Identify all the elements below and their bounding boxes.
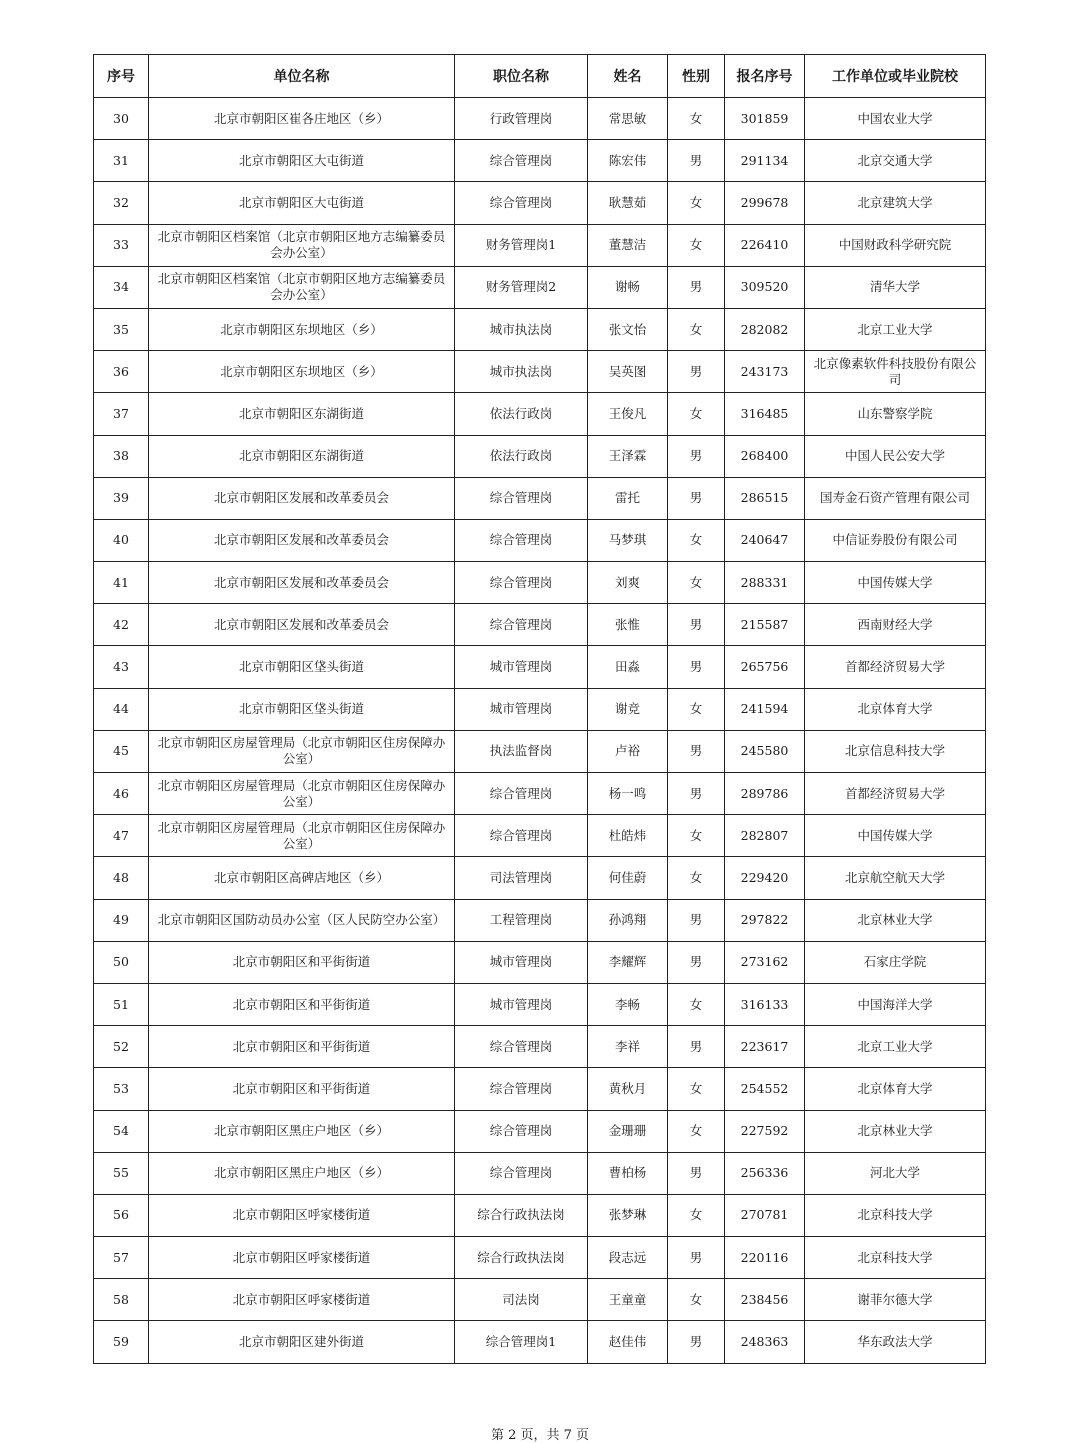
cell-gender: 女 (668, 983, 725, 1025)
cell-name: 李祥 (588, 1026, 668, 1068)
cell-position: 综合管理岗 (455, 1026, 588, 1068)
table-row (94, 266, 986, 308)
cell-name: 耿慧茹 (588, 182, 668, 224)
cell-position: 综合管理岗 (455, 140, 588, 182)
cell-name: 谢畅 (588, 266, 668, 308)
cell-reg-no: 243173 (725, 351, 805, 393)
cell-gender: 女 (668, 182, 725, 224)
cell-name: 常思敏 (588, 98, 668, 140)
table-row (94, 730, 986, 772)
table-row (94, 393, 986, 435)
cell-seq: 35 (94, 308, 149, 350)
cell-seq: 53 (94, 1068, 149, 1110)
cell-unit: 北京市朝阳区发展和改革委员会 (149, 477, 455, 519)
cell-reg-no: 248363 (725, 1321, 805, 1363)
cell-school: 北京体育大学 (805, 688, 986, 730)
cell-gender: 女 (668, 308, 725, 350)
cell-name: 张文怡 (588, 308, 668, 350)
cell-unit: 北京市朝阳区垡头街道 (149, 646, 455, 688)
cell-unit: 北京市朝阳区崔各庄地区（乡） (149, 98, 455, 140)
cell-name: 段志远 (588, 1237, 668, 1279)
cell-position: 综合管理岗 (455, 815, 588, 857)
cell-reg-no: 270781 (725, 1194, 805, 1236)
table-row (94, 983, 986, 1025)
cell-name: 马梦琪 (588, 519, 668, 561)
cell-seq: 42 (94, 604, 149, 646)
cell-seq: 39 (94, 477, 149, 519)
cell-seq: 30 (94, 98, 149, 140)
table-row (94, 1279, 986, 1321)
cell-position: 城市管理岗 (455, 983, 588, 1025)
cell-gender: 男 (668, 899, 725, 941)
cell-unit: 北京市朝阳区呼家楼街道 (149, 1237, 455, 1279)
cell-position: 城市执法岗 (455, 351, 588, 393)
cell-seq: 33 (94, 224, 149, 266)
header-unit: 单位名称 (149, 55, 455, 98)
cell-seq: 36 (94, 351, 149, 393)
cell-reg-no: 291134 (725, 140, 805, 182)
cell-gender: 男 (668, 730, 725, 772)
cell-school: 河北大学 (805, 1152, 986, 1194)
cell-gender: 女 (668, 393, 725, 435)
cell-school: 中国传媒大学 (805, 815, 986, 857)
cell-school: 北京林业大学 (805, 899, 986, 941)
cell-name: 王泽霖 (588, 435, 668, 477)
cell-position: 综合管理岗 (455, 1110, 588, 1152)
cell-unit: 北京市朝阳区东湖街道 (149, 435, 455, 477)
cell-reg-no: 265756 (725, 646, 805, 688)
cell-school: 中国财政科学研究院 (805, 224, 986, 266)
cell-unit: 北京市朝阳区档案馆（北京市朝阳区地方志编纂委员会办公室） (149, 266, 455, 308)
cell-school: 北京工业大学 (805, 308, 986, 350)
cell-name: 李畅 (588, 983, 668, 1025)
cell-reg-no: 254552 (725, 1068, 805, 1110)
cell-school: 中国人民公安大学 (805, 435, 986, 477)
cell-seq: 32 (94, 182, 149, 224)
cell-name: 杜皓炜 (588, 815, 668, 857)
cell-school: 中国海洋大学 (805, 983, 986, 1025)
cell-school: 西南财经大学 (805, 604, 986, 646)
cell-reg-no: 282807 (725, 815, 805, 857)
cell-unit: 北京市朝阳区高碑店地区（乡） (149, 857, 455, 899)
cell-gender: 男 (668, 1237, 725, 1279)
cell-reg-no: 238456 (725, 1279, 805, 1321)
table-row (94, 140, 986, 182)
cell-unit: 北京市朝阳区大屯街道 (149, 182, 455, 224)
cell-school: 中国农业大学 (805, 98, 986, 140)
cell-gender: 女 (668, 815, 725, 857)
cell-unit: 北京市朝阳区垡头街道 (149, 688, 455, 730)
cell-position: 综合管理岗 (455, 182, 588, 224)
cell-seq: 47 (94, 815, 149, 857)
cell-gender: 女 (668, 1110, 725, 1152)
cell-gender: 男 (668, 140, 725, 182)
table-row (94, 1026, 986, 1068)
cell-position: 综合管理岗 (455, 1152, 588, 1194)
table-row (94, 815, 986, 857)
table-row (94, 182, 986, 224)
cell-unit: 北京市朝阳区东坝地区（乡） (149, 351, 455, 393)
cell-gender: 女 (668, 519, 725, 561)
table-row (94, 941, 986, 983)
cell-reg-no: 268400 (725, 435, 805, 477)
cell-school: 北京林业大学 (805, 1110, 986, 1152)
cell-reg-no: 215587 (725, 604, 805, 646)
cell-reg-no: 256336 (725, 1152, 805, 1194)
cell-position: 综合管理岗1 (455, 1321, 588, 1363)
cell-gender: 男 (668, 477, 725, 519)
cell-gender: 男 (668, 1026, 725, 1068)
table-row (94, 1237, 986, 1279)
table-row (94, 899, 986, 941)
cell-school: 首都经济贸易大学 (805, 646, 986, 688)
cell-unit: 北京市朝阳区发展和改革委员会 (149, 604, 455, 646)
table-row (94, 562, 986, 604)
cell-reg-no: 226410 (725, 224, 805, 266)
table-header-row (94, 55, 986, 98)
cell-name: 王俊凡 (588, 393, 668, 435)
cell-gender: 男 (668, 1321, 725, 1363)
cell-gender: 男 (668, 351, 725, 393)
cell-gender: 女 (668, 1279, 725, 1321)
cell-school: 北京科技大学 (805, 1237, 986, 1279)
cell-seq: 48 (94, 857, 149, 899)
cell-gender: 男 (668, 1152, 725, 1194)
cell-seq: 54 (94, 1110, 149, 1152)
cell-seq: 41 (94, 562, 149, 604)
cell-reg-no: 273162 (725, 941, 805, 983)
cell-position: 城市管理岗 (455, 688, 588, 730)
cell-name: 张惟 (588, 604, 668, 646)
cell-reg-no: 316133 (725, 983, 805, 1025)
cell-name: 卢裕 (588, 730, 668, 772)
cell-unit: 北京市朝阳区房屋管理局（北京市朝阳区住房保障办公室） (149, 773, 455, 815)
cell-unit: 北京市朝阳区呼家楼街道 (149, 1194, 455, 1236)
cell-reg-no: 229420 (725, 857, 805, 899)
cell-position: 城市管理岗 (455, 646, 588, 688)
cell-school: 北京像素软件科技股份有限公司 (805, 351, 986, 393)
cell-gender: 女 (668, 224, 725, 266)
cell-position: 司法岗 (455, 1279, 588, 1321)
table-row (94, 646, 986, 688)
cell-unit: 北京市朝阳区和平街街道 (149, 1026, 455, 1068)
cell-name: 雷托 (588, 477, 668, 519)
cell-unit: 北京市朝阳区房屋管理局（北京市朝阳区住房保障办公室） (149, 730, 455, 772)
header-school: 工作单位或毕业院校 (805, 55, 986, 98)
cell-position: 司法管理岗 (455, 857, 588, 899)
cell-seq: 37 (94, 393, 149, 435)
cell-name: 赵佳伟 (588, 1321, 668, 1363)
cell-name: 孙鸿翔 (588, 899, 668, 941)
cell-position: 综合管理岗 (455, 773, 588, 815)
cell-school: 山东警察学院 (805, 393, 986, 435)
cell-unit: 北京市朝阳区和平街街道 (149, 983, 455, 1025)
cell-unit: 北京市朝阳区发展和改革委员会 (149, 519, 455, 561)
cell-seq: 58 (94, 1279, 149, 1321)
cell-school: 清华大学 (805, 266, 986, 308)
cell-gender: 女 (668, 688, 725, 730)
cell-school: 首都经济贸易大学 (805, 773, 986, 815)
cell-seq: 52 (94, 1026, 149, 1068)
cell-unit: 北京市朝阳区房屋管理局（北京市朝阳区住房保障办公室） (149, 815, 455, 857)
cell-reg-no: 316485 (725, 393, 805, 435)
cell-school: 华东政法大学 (805, 1321, 986, 1363)
cell-reg-no: 223617 (725, 1026, 805, 1068)
cell-position: 综合管理岗 (455, 519, 588, 561)
cell-name: 金珊珊 (588, 1110, 668, 1152)
cell-name: 田淼 (588, 646, 668, 688)
cell-reg-no: 245580 (725, 730, 805, 772)
cell-position: 综合行政执法岗 (455, 1237, 588, 1279)
cell-position: 工程管理岗 (455, 899, 588, 941)
cell-unit: 北京市朝阳区和平街街道 (149, 1068, 455, 1110)
cell-position: 行政管理岗 (455, 98, 588, 140)
table-row (94, 1321, 986, 1363)
table-row (94, 1194, 986, 1236)
roster-table (93, 54, 986, 1364)
cell-name: 刘爽 (588, 562, 668, 604)
cell-seq: 45 (94, 730, 149, 772)
cell-position: 依法行政岗 (455, 393, 588, 435)
cell-school: 中国传媒大学 (805, 562, 986, 604)
table-row (94, 1068, 986, 1110)
cell-reg-no: 288331 (725, 562, 805, 604)
cell-seq: 51 (94, 983, 149, 1025)
cell-school: 北京工业大学 (805, 1026, 986, 1068)
cell-unit: 北京市朝阳区大屯街道 (149, 140, 455, 182)
cell-reg-no: 309520 (725, 266, 805, 308)
cell-position: 财务管理岗1 (455, 224, 588, 266)
cell-reg-no: 289786 (725, 773, 805, 815)
cell-school: 北京信息科技大学 (805, 730, 986, 772)
cell-seq: 50 (94, 941, 149, 983)
cell-position: 综合管理岗 (455, 604, 588, 646)
cell-reg-no: 299678 (725, 182, 805, 224)
cell-position: 财务管理岗2 (455, 266, 588, 308)
cell-name: 张梦琳 (588, 1194, 668, 1236)
cell-unit: 北京市朝阳区发展和改革委员会 (149, 562, 455, 604)
cell-seq: 38 (94, 435, 149, 477)
page-number: 第 2 页，共 7 页 (490, 1428, 590, 1443)
cell-unit: 北京市朝阳区和平街街道 (149, 941, 455, 983)
table-row (94, 604, 986, 646)
cell-reg-no: 297822 (725, 899, 805, 941)
cell-school: 中信证券股份有限公司 (805, 519, 986, 561)
cell-name: 何佳蔚 (588, 857, 668, 899)
cell-reg-no: 282082 (725, 308, 805, 350)
cell-school: 北京航空航天大学 (805, 857, 986, 899)
cell-seq: 56 (94, 1194, 149, 1236)
table-row (94, 1152, 986, 1194)
cell-seq: 57 (94, 1237, 149, 1279)
cell-unit: 北京市朝阳区黑庄户地区（乡） (149, 1110, 455, 1152)
cell-seq: 44 (94, 688, 149, 730)
table-row (94, 1110, 986, 1152)
cell-school: 北京交通大学 (805, 140, 986, 182)
cell-name: 陈宏伟 (588, 140, 668, 182)
cell-name: 吴英图 (588, 351, 668, 393)
cell-gender: 男 (668, 646, 725, 688)
cell-reg-no: 241594 (725, 688, 805, 730)
cell-seq: 34 (94, 266, 149, 308)
cell-school: 北京体育大学 (805, 1068, 986, 1110)
header-seq: 序号 (94, 55, 149, 98)
table-row (94, 308, 986, 350)
cell-gender: 女 (668, 1194, 725, 1236)
cell-gender: 男 (668, 773, 725, 815)
table-row (94, 477, 986, 519)
header-name: 姓名 (588, 55, 668, 98)
cell-unit: 北京市朝阳区东湖街道 (149, 393, 455, 435)
cell-unit: 北京市朝阳区档案馆（北京市朝阳区地方志编纂委员会办公室） (149, 224, 455, 266)
cell-gender: 女 (668, 1068, 725, 1110)
cell-gender: 女 (668, 98, 725, 140)
cell-name: 王童童 (588, 1279, 668, 1321)
cell-position: 综合行政执法岗 (455, 1194, 588, 1236)
cell-seq: 49 (94, 899, 149, 941)
cell-school: 国寿金石资产管理有限公司 (805, 477, 986, 519)
cell-name: 曹柏杨 (588, 1152, 668, 1194)
cell-position: 执法监督岗 (455, 730, 588, 772)
cell-unit: 北京市朝阳区呼家楼街道 (149, 1279, 455, 1321)
cell-reg-no: 227592 (725, 1110, 805, 1152)
cell-reg-no: 240647 (725, 519, 805, 561)
cell-seq: 55 (94, 1152, 149, 1194)
cell-reg-no: 286515 (725, 477, 805, 519)
table-row (94, 435, 986, 477)
table-row (94, 519, 986, 561)
cell-unit: 北京市朝阳区国防动员办公室（区人民防空办公室） (149, 899, 455, 941)
table-body (94, 98, 986, 1364)
cell-name: 谢竞 (588, 688, 668, 730)
table-row (94, 688, 986, 730)
table-row (94, 773, 986, 815)
header-position: 职位名称 (455, 55, 588, 98)
header-gender: 性别 (668, 55, 725, 98)
cell-name: 董慧洁 (588, 224, 668, 266)
cell-gender: 女 (668, 857, 725, 899)
cell-school: 北京科技大学 (805, 1194, 986, 1236)
cell-gender: 男 (668, 604, 725, 646)
cell-gender: 男 (668, 266, 725, 308)
table-row (94, 857, 986, 899)
cell-school: 北京建筑大学 (805, 182, 986, 224)
cell-seq: 43 (94, 646, 149, 688)
cell-gender: 女 (668, 562, 725, 604)
cell-name: 杨一鸣 (588, 773, 668, 815)
cell-school: 石家庄学院 (805, 941, 986, 983)
cell-school: 谢菲尔德大学 (805, 1279, 986, 1321)
table-row (94, 351, 986, 393)
cell-gender: 男 (668, 941, 725, 983)
cell-reg-no: 220116 (725, 1237, 805, 1279)
cell-unit: 北京市朝阳区建外街道 (149, 1321, 455, 1363)
table-row (94, 98, 986, 140)
cell-seq: 31 (94, 140, 149, 182)
cell-name: 黄秋月 (588, 1068, 668, 1110)
cell-position: 综合管理岗 (455, 1068, 588, 1110)
cell-position: 依法行政岗 (455, 435, 588, 477)
cell-reg-no: 301859 (725, 98, 805, 140)
cell-position: 城市执法岗 (455, 308, 588, 350)
cell-name: 李耀辉 (588, 941, 668, 983)
cell-unit: 北京市朝阳区东坝地区（乡） (149, 308, 455, 350)
cell-gender: 男 (668, 435, 725, 477)
cell-position: 城市管理岗 (455, 941, 588, 983)
cell-seq: 59 (94, 1321, 149, 1363)
header-reg-no: 报名序号 (725, 55, 805, 98)
cell-seq: 46 (94, 773, 149, 815)
table-row (94, 224, 986, 266)
cell-seq: 40 (94, 519, 149, 561)
cell-unit: 北京市朝阳区黑庄户地区（乡） (149, 1152, 455, 1194)
cell-position: 综合管理岗 (455, 562, 588, 604)
cell-position: 综合管理岗 (455, 477, 588, 519)
